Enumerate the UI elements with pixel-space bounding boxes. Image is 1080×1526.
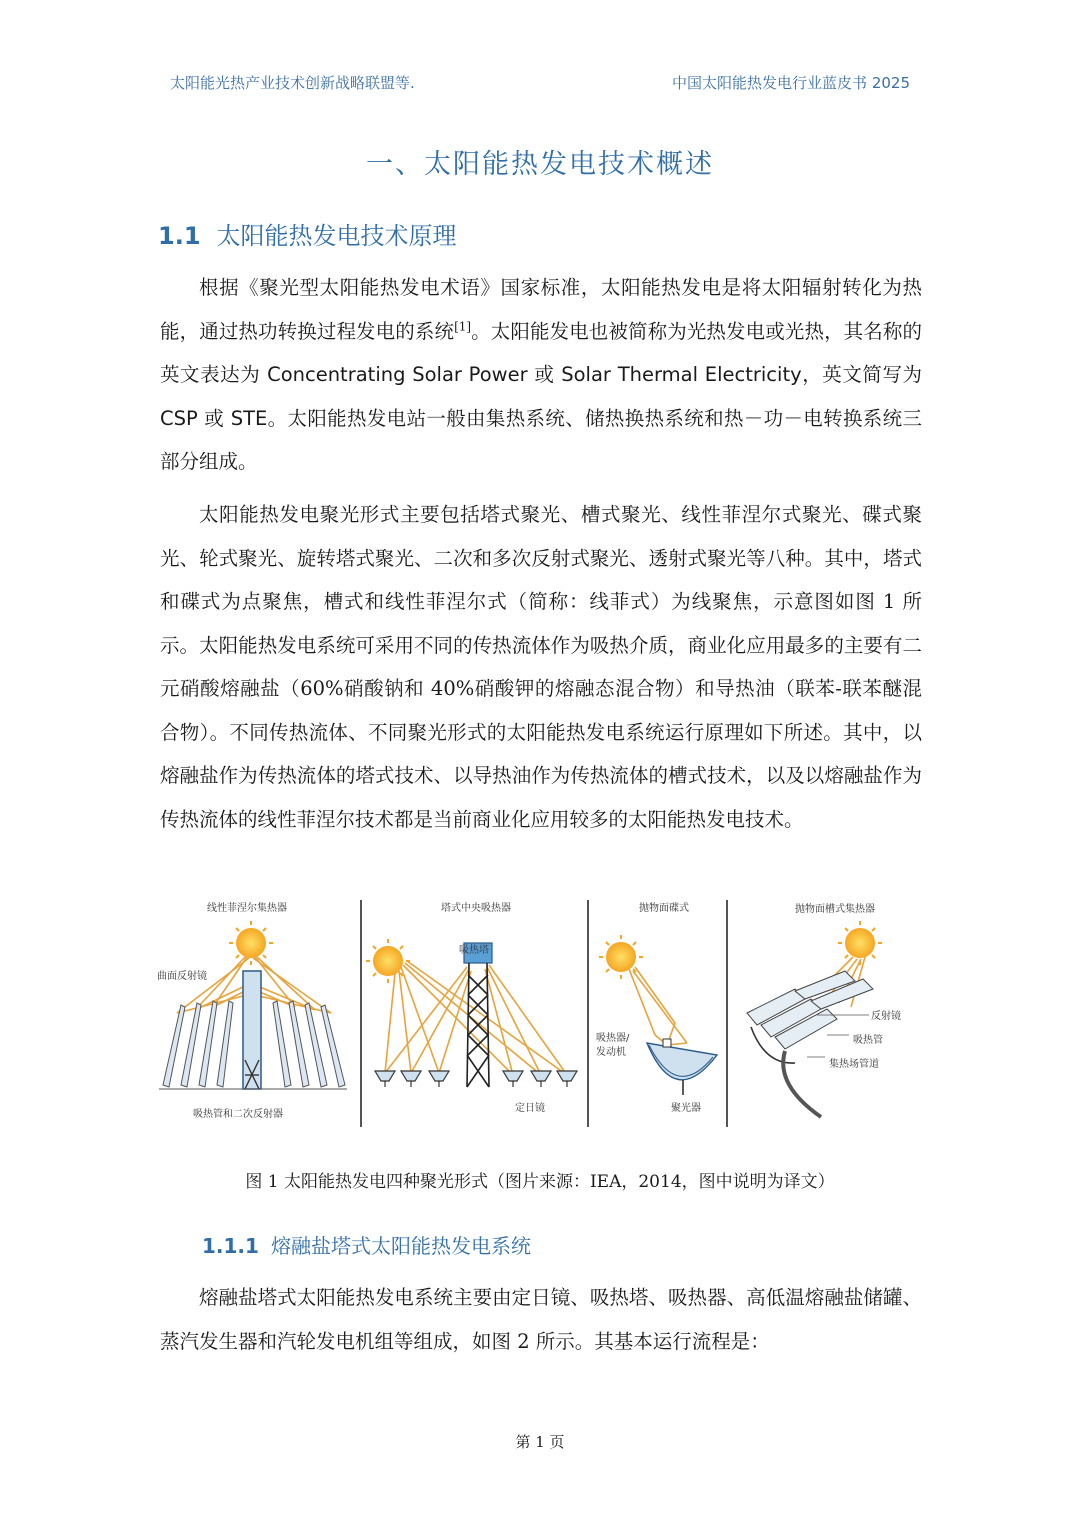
header-right: 中国太阳能热发电行业蓝皮书 2025 [672,74,910,92]
subsection-title [202,1230,531,1259]
paragraph-3: 熔融盐塔式太阳能热发电系统主要由定日镜、吸热塔、吸热器、高低温熔融盐储罐、蒸汽发生器和汽轮发电机组等组成，如图 2 所示。其基本运行流程是： [160,1286,922,1353]
dish-label-receiver-line2: 发动机 [596,1047,626,1058]
sun-icon-3 [599,935,643,979]
section-number: 1.1 [158,222,201,250]
dish-label-receiver-line1: 吸热器/ [596,1033,630,1044]
p1-text-5: 或 [197,406,231,430]
page-number: 第 1 页 [515,1433,565,1451]
sun-icon-4 [838,921,882,965]
paragraph-2: 太阳能热发电聚光形式主要包括塔式聚光、槽式聚光、线性菲涅尔式聚光、碟式聚光、轮式聚光、旋转塔式聚光、二次和多次反射式聚光、透射式聚光等八种。其中，塔式和碟式为点聚焦，槽式和线性菲涅尔式（简称：线菲式）为线聚焦，示意图如图 1 所示。太阳能热发电系统可采用不同的传热流体作为吸热介质，商业化应用最多的主要有二元硝酸熔融盐（60%硝酸钠和 40%硝酸钾的熔融态混合物）和导热油（联苯-联苯醚混合物）。不同传热流体、不同聚光形式的太阳能热发电系统运行原理如下所述。其中，以熔融盐作为传热流体的塔式技术、以导热油作为传热流体的槽式技术，以及以熔融盐作为传热流体的线性菲涅尔技术都是当前商业化应用较多的太阳能热发电技术。 [160,503,922,831]
trough-label-piping: 集热场管道 [829,1059,879,1070]
fresnel-label-mirror: 曲面反射镜 [157,971,207,982]
p1-text-6: 。太阳能热发电站一般由集热系统、储热换热系统和热－功－电转换系统三部分组成。 [160,406,922,473]
trough-label-mirror: 反射镜 [871,1011,901,1022]
dish-panel-title: 抛物面碟式 [639,903,689,914]
p1-text-4: ，英文简写为 [801,363,923,386]
fresnel-panel-title: 线性菲涅尔集热器 [207,903,287,914]
paragraph-1 [160,266,922,484]
panel-dividers [361,900,727,1127]
p1-text-3: 或 [527,363,562,386]
figure-illustration [155,895,927,1131]
subsection-heading: 熔融盐塔式太阳能热发电系统 [270,1234,531,1258]
header-left: 太阳能光热产业技术创新战略联盟等. [170,74,415,92]
tower-panel-title: 塔式中央吸热器 [441,903,511,914]
figure-caption: 图 1 太阳能热发电四种聚光形式（图片来源：IEA，2014，图中说明为译文） [245,1172,835,1192]
tower-label-heliostat: 定日镜 [515,1103,545,1114]
dish-diagram [599,935,717,1095]
fresnel-label-receiver: 吸热管和二次反射器 [193,1109,283,1120]
p1-text-2: 。太阳能发电也被简称为光热发电或光热，其名称的英文表达为 [160,319,922,386]
p1-abbr-2: STE [230,406,268,430]
chapter-title: 一、太阳能热发电技术概述 [366,149,714,180]
fresnel-diagram [159,921,347,1089]
section-heading: 太阳能热发电技术原理 [216,222,457,250]
trough-label-tube: 吸热管 [853,1035,883,1046]
figure-1 [155,895,927,1131]
sun-icon-2 [366,939,410,983]
p1-english-2: Solar Thermal Electricity [561,363,802,386]
tower-diagram [366,939,577,1087]
tower-label-tower: 吸热塔 [459,945,489,956]
p1-abbr-1: CSP [160,406,198,430]
p1-english-1: Concentrating Solar Power [267,363,528,386]
trough-diagram [747,921,882,1117]
reference-1[interactable]: [1] [454,319,472,333]
section-title [158,216,457,251]
p1-text-1: 根据《聚光型太阳能热发电术语》国家标准，太阳能热发电是将太阳辐射转化为热能，通过热功转换过程发电的系统 [160,276,922,343]
sun-icon-1 [229,921,273,965]
trough-panel-title: 抛物面槽式集热器 [795,904,875,915]
dish-label-concentrator: 聚光器 [671,1103,701,1114]
subsection-number: 1.1.1 [202,1234,259,1258]
